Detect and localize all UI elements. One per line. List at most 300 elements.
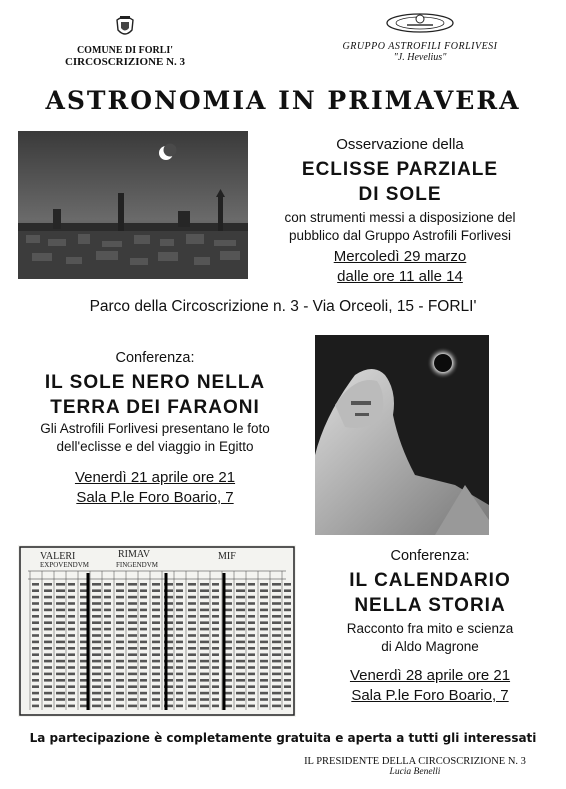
calendar-cell-mark: [116, 705, 124, 708]
calendar-cell-mark: [56, 596, 65, 599]
calendar-cell-mark: [140, 583, 147, 586]
event1-heading-line1: ECLISSE PARZIALE: [301, 159, 499, 180]
calendar-cell-mark: [284, 628, 291, 631]
calendar-cell-mark: [248, 653, 255, 656]
calendar-cell-mark: [176, 685, 183, 688]
calendar-cell-mark: [236, 596, 245, 599]
calendar-cell-mark: [152, 583, 160, 586]
calendar-cell-mark: [260, 692, 268, 695]
participation-note: La partecipazione è completamente gratuita e aperta a tutti gli interessati: [29, 731, 537, 745]
calendar-cell-mark: [236, 698, 245, 701]
calendar-cell-mark: [152, 609, 160, 612]
event2-desc-line1: Gli Astrofili Forlivesi presentano le foto: [40, 421, 270, 436]
calendar-cell-mark: [68, 673, 75, 676]
calendar-cell-mark: [56, 602, 65, 605]
calendar-cell-mark: [236, 615, 245, 618]
calendar-cell-mark: [128, 602, 137, 605]
calendar-cell-mark: [212, 685, 219, 688]
event2-place: Sala P.le Foro Boario, 7: [76, 489, 234, 506]
calendar-cell-mark: [152, 679, 160, 682]
calendar-cell-mark: [188, 602, 196, 605]
calendar-cell-mark: [284, 634, 291, 637]
calendar-cell-mark: [32, 609, 39, 612]
calendar-cell-mark: [116, 660, 124, 663]
calendar-cell-mark: [236, 634, 245, 637]
calendar-cell-mark: [284, 583, 291, 586]
calendar-cell-mark: [212, 628, 219, 631]
calendar-cell-mark: [248, 692, 255, 695]
calendar-cell-mark: [44, 705, 52, 708]
calendar-cell-mark: [32, 615, 39, 618]
calendar-cell-mark: [56, 685, 65, 688]
calendar-cell-mark: [188, 589, 196, 592]
calendar-cell-mark: [152, 705, 160, 708]
calendar-cell-mark: [248, 679, 255, 682]
calendar-cell-mark: [188, 628, 196, 631]
calendar-cell-mark: [260, 698, 268, 701]
calendar-cell-mark: [32, 634, 39, 637]
calendar-cell-mark: [68, 698, 75, 701]
calendar-cell-mark: [188, 692, 196, 695]
calendar-cell-mark: [104, 679, 111, 682]
calendar-cell-mark: [128, 583, 137, 586]
calendar-cell-mark: [92, 609, 101, 612]
calendar-cell-mark: [176, 583, 183, 586]
calendar-cell-mark: [212, 673, 219, 676]
calendar-cell-mark: [272, 615, 281, 618]
calendar-cell-mark: [140, 653, 147, 656]
calendar-cell-mark: [260, 647, 268, 650]
calendar-cell-mark: [104, 634, 111, 637]
calendar-cell-mark: [212, 660, 219, 663]
calendar-cell-mark: [68, 583, 75, 586]
calendar-cell-mark: [260, 641, 268, 644]
calendar-cell-mark: [272, 679, 281, 682]
calendar-cell-mark: [212, 705, 219, 708]
calendar-cell-mark: [56, 698, 65, 701]
calendar-cell-mark: [188, 634, 196, 637]
calendar-cell-mark: [44, 615, 52, 618]
calendar-cell-mark: [176, 647, 183, 650]
calendar-cell-mark: [32, 692, 39, 695]
calendar-cell-mark: [44, 621, 52, 624]
calendar-cell-mark: [284, 660, 291, 663]
calendar-cell-mark: [128, 596, 137, 599]
calendar-cell-mark: [200, 647, 209, 650]
calendar-cell-mark: [68, 647, 75, 650]
calendar-cell-mark: [260, 609, 268, 612]
calendar-cell-mark: [176, 589, 183, 592]
event2-date: Venerdì 21 aprile ore 21: [74, 469, 236, 486]
calendar-cell-mark: [32, 660, 39, 663]
calendar-cell-mark: [176, 660, 183, 663]
calendar-cell-mark: [188, 698, 196, 701]
calendar-cell-mark: [104, 653, 111, 656]
calendar-cell-mark: [248, 583, 255, 586]
calendar-cell-mark: [236, 653, 245, 656]
calendar-cell-mark: [140, 647, 147, 650]
calendar-mark: MIF: [218, 551, 236, 562]
calendar-cell-mark: [32, 679, 39, 682]
calendar-cell-mark: [200, 628, 209, 631]
calendar-cell-mark: [248, 685, 255, 688]
calendar-cell-mark: [32, 621, 39, 624]
calendar-cell-mark: [200, 698, 209, 701]
calendar-cell-mark: [272, 666, 281, 669]
calendar-cell-mark: [116, 628, 124, 631]
astrofili-group-name: GRUPPO ASTROFILI FORLIVESI: [342, 41, 498, 52]
calendar-cell-mark: [92, 634, 101, 637]
calendar-cell-mark: [272, 602, 281, 605]
calendar-cell-mark: [32, 641, 39, 644]
calendar-cell-mark: [272, 653, 281, 656]
calendar-cell-mark: [116, 641, 124, 644]
calendar-cell-mark: [212, 621, 219, 624]
calendar-cell-mark: [272, 692, 281, 695]
calendar-cell-mark: [116, 692, 124, 695]
calendar-cell-mark: [104, 621, 111, 624]
calendar-cell-mark: [44, 589, 52, 592]
event1-date: Mercoledì 29 marzo: [333, 248, 467, 265]
calendar-cell-mark: [284, 673, 291, 676]
calendar-cell-mark: [152, 602, 160, 605]
calendar-cell-mark: [116, 679, 124, 682]
event2-desc-line2: dell'eclisse e del viaggio in Egitto: [56, 439, 254, 454]
calendar-cell-mark: [92, 589, 101, 592]
calendar-cell-mark: [32, 673, 39, 676]
event1-desc-line1: con strumenti messi a disposizione del: [284, 210, 516, 225]
calendar-cell-mark: [200, 692, 209, 695]
town-crest-icon: [114, 14, 136, 38]
calendar-cell-mark: [188, 679, 196, 682]
signature-name: Lucia Benelli: [389, 767, 441, 777]
calendar-cell-mark: [56, 628, 65, 631]
calendar-cell-mark: [56, 666, 65, 669]
calendar-cell-mark: [56, 615, 65, 618]
calendar-cell-mark: [188, 653, 196, 656]
calendar-cell-mark: [152, 589, 160, 592]
calendar-cell-mark: [200, 641, 209, 644]
calendar-cell-mark: [44, 641, 52, 644]
calendar-cell-mark: [236, 660, 245, 663]
calendar-cell-mark: [140, 660, 147, 663]
calendar-cell-mark: [236, 679, 245, 682]
calendar-cell-mark: [128, 673, 137, 676]
calendar-cell-mark: [44, 660, 52, 663]
calendar-cell-mark: [212, 589, 219, 592]
calendar-cell-mark: [272, 589, 281, 592]
event3-desc-line1: Racconto fra mito e scienza: [346, 621, 514, 636]
calendar-cell-mark: [236, 628, 245, 631]
calendar-cell-mark: [260, 583, 268, 586]
calendar-cell-mark: [248, 628, 255, 631]
calendar-cell-mark: [200, 666, 209, 669]
calendar-cell-mark: [92, 692, 101, 695]
signature-block: [270, 756, 560, 777]
calendar-cell-mark: [104, 647, 111, 650]
calendar-cell-mark: [56, 660, 65, 663]
calendar-cell-mark: [104, 602, 111, 605]
calendar-cell-mark: [128, 647, 137, 650]
comune-name: COMUNE DI FORLI': [76, 45, 174, 56]
calendar-cell-mark: [92, 666, 101, 669]
calendar-cell-mark: [92, 705, 101, 708]
calendar-cell-mark: [104, 596, 111, 599]
calendar-cell-mark: [176, 615, 183, 618]
calendar-cell-mark: [272, 628, 281, 631]
calendar-cell-mark: [260, 596, 268, 599]
calendar-cell-mark: [32, 647, 39, 650]
calendar-cell-mark: [272, 647, 281, 650]
calendar-cell-mark: [284, 596, 291, 599]
calendar-cell-mark: [260, 653, 268, 656]
calendar-cell-mark: [284, 666, 291, 669]
calendar-cell-mark: [284, 679, 291, 682]
calendar-cell-mark: [248, 673, 255, 676]
calendar-cell-mark: [32, 653, 39, 656]
calendar-cell-mark: [212, 615, 219, 618]
calendar-cell-mark: [176, 641, 183, 644]
calendar-cell-mark: [200, 596, 209, 599]
calendar-cell-mark: [272, 596, 281, 599]
calendar-cell-mark: [260, 666, 268, 669]
calendar-cell-mark: [188, 641, 196, 644]
page-title: ASTRONOMIA IN PRIMAVERA: [45, 86, 521, 115]
calendar-cell-mark: [200, 621, 209, 624]
calendar-cell-mark: [284, 641, 291, 644]
ancient-calendar-table-image: [18, 545, 296, 717]
calendar-cell-mark: [284, 615, 291, 618]
calendar-cell-mark: [116, 602, 124, 605]
event2-intro: Conferenza:: [115, 350, 195, 366]
calendar-cell-mark: [212, 634, 219, 637]
calendar-cell-mark: [248, 609, 255, 612]
calendar-cell-mark: [140, 596, 147, 599]
calendar-cell-mark: [248, 660, 255, 663]
calendar-cell-mark: [44, 692, 52, 695]
calendar-cell-mark: [68, 602, 75, 605]
calendar-cell-mark: [128, 705, 137, 708]
calendar-cell-mark: [140, 685, 147, 688]
calendar-cell-mark: [104, 705, 111, 708]
calendar-cell-mark: [140, 666, 147, 669]
calendar-cell-mark: [260, 673, 268, 676]
calendar-cell-mark: [92, 660, 101, 663]
calendar-cell-mark: [152, 653, 160, 656]
calendar-cell-mark: [272, 698, 281, 701]
calendar-cell-mark: [68, 666, 75, 669]
calendar-cell-mark: [56, 634, 65, 637]
calendar-cell-mark: [176, 621, 183, 624]
calendar-cell-mark: [44, 609, 52, 612]
calendar-cell-mark: [260, 615, 268, 618]
calendar-cell-mark: [176, 653, 183, 656]
calendar-cell-mark: [212, 596, 219, 599]
calendar-cell-mark: [128, 698, 137, 701]
calendar-cell-mark: [260, 634, 268, 637]
astrofili-group-subtitle: "J. Hevelius": [393, 52, 447, 63]
event1-intro: Osservazione della: [336, 136, 464, 153]
calendar-cell-mark: [272, 673, 281, 676]
calendar-cell-mark: [32, 685, 39, 688]
calendar-cell-mark: [200, 653, 209, 656]
calendar-cell-mark: [152, 621, 160, 624]
calendar-cell-mark: [152, 628, 160, 631]
calendar-cell-mark: [44, 596, 52, 599]
calendar-cell-mark: [284, 647, 291, 650]
calendar-cell-mark: [284, 692, 291, 695]
calendar-cell-mark: [272, 621, 281, 624]
calendar-cell-mark: [248, 602, 255, 605]
calendar-cell-mark: [152, 596, 160, 599]
calendar-cell-mark: [68, 628, 75, 631]
calendar-mark: RIMAV: [118, 549, 151, 560]
calendar-cell-mark: [104, 615, 111, 618]
calendar-cell-mark: [104, 685, 111, 688]
calendar-cell-mark: [92, 621, 101, 624]
calendar-cell-mark: [92, 615, 101, 618]
calendar-cell-mark: [236, 621, 245, 624]
calendar-cell-mark: [188, 705, 196, 708]
calendar-cell-mark: [212, 698, 219, 701]
calendar-cell-mark: [188, 615, 196, 618]
sphinx-total-eclipse-photo: [315, 335, 489, 535]
calendar-cell-mark: [284, 685, 291, 688]
sole-nero-event: [10, 350, 300, 508]
calendar-cell-mark: [128, 641, 137, 644]
calendar-cell-mark: [272, 660, 281, 663]
calendar-cell-mark: [68, 641, 75, 644]
calendar-cell-mark: [140, 705, 147, 708]
calendar-cell-mark: [92, 698, 101, 701]
calendar-cell-mark: [104, 609, 111, 612]
calendar-cell-mark: [104, 589, 111, 592]
event1-desc-line2: pubblico dal Gruppo Astrofili Forlivesi: [288, 228, 512, 243]
calendar-cell-mark: [200, 660, 209, 663]
calendar-cell-mark: [212, 583, 219, 586]
calendar-cell-mark: [236, 692, 245, 695]
calendar-cell-mark: [92, 602, 101, 605]
calendar-cell-mark: [260, 679, 268, 682]
calendar-cell-mark: [92, 628, 101, 631]
calendar-cell-mark: [236, 685, 245, 688]
calendar-cell-mark: [152, 615, 160, 618]
calendar-cell-mark: [44, 628, 52, 631]
calendar-cell-mark: [44, 685, 52, 688]
calendar-cell-mark: [248, 621, 255, 624]
calendar-cell-mark: [56, 621, 65, 624]
calendar-cell-mark: [152, 692, 160, 695]
calendar-cell-mark: [128, 621, 137, 624]
calendar-cell-mark: [260, 628, 268, 631]
calendar-cell-mark: [128, 692, 137, 695]
calendar-cell-mark: [236, 666, 245, 669]
circoscrizione-name: CIRCOSCRIZIONE N. 3: [64, 56, 186, 68]
calendar-cell-mark: [248, 666, 255, 669]
calendar-cell-mark: [92, 685, 101, 688]
calendar-cell-mark: [104, 583, 111, 586]
calendar-cell-mark: [140, 673, 147, 676]
calendar-cell-mark: [236, 602, 245, 605]
calendar-cell-mark: [140, 602, 147, 605]
calendar-cell-mark: [140, 634, 147, 637]
calendar-cell-mark: [200, 602, 209, 605]
calendar-cell-mark: [140, 609, 147, 612]
calendar-mark: FINGENDVM: [116, 561, 158, 569]
calendar-cell-mark: [140, 621, 147, 624]
signature-title: IL PRESIDENTE DELLA CIRCOSCRIZIONE N. 3: [304, 756, 526, 767]
calendar-cell-mark: [56, 673, 65, 676]
calendar-cell-mark: [32, 698, 39, 701]
calendar-cell-mark: [116, 615, 124, 618]
calendar-cell-mark: [44, 602, 52, 605]
calendario-event: [305, 548, 555, 706]
calendar-cell-mark: [104, 673, 111, 676]
calendar-cell-mark: [44, 673, 52, 676]
calendar-cell-mark: [44, 698, 52, 701]
calendar-cell-mark: [128, 679, 137, 682]
calendar-cell-mark: [56, 692, 65, 695]
calendar-cell-mark: [104, 692, 111, 695]
calendar-cell-mark: [176, 602, 183, 605]
event1-venue: Parco della Circoscrizione n. 3 - Via Orceoli, 15 - FORLI': [89, 298, 477, 315]
calendar-cell-mark: [56, 705, 65, 708]
calendar-cell-mark: [128, 615, 137, 618]
calendar-cell-mark: [104, 641, 111, 644]
calendar-cell-mark: [236, 673, 245, 676]
calendar-cell-mark: [68, 685, 75, 688]
calendar-cell-mark: [56, 679, 65, 682]
calendar-cell-mark: [68, 679, 75, 682]
calendar-cell-mark: [200, 583, 209, 586]
calendar-cell-mark: [272, 641, 281, 644]
calendar-cell-mark: [44, 583, 52, 586]
event2-heading-line2: TERRA DEI FARAONI: [50, 397, 260, 418]
calendar-cell-mark: [260, 621, 268, 624]
calendar-cell-mark: [92, 673, 101, 676]
calendar-cell-mark: [68, 621, 75, 624]
calendar-cell-mark: [236, 589, 245, 592]
calendar-cell-mark: [188, 609, 196, 612]
calendar-cell-mark: [32, 596, 39, 599]
calendar-cell-mark: [176, 705, 183, 708]
calendar-cell-mark: [284, 589, 291, 592]
astrofili-logo-icon: [385, 12, 455, 34]
calendar-cell-mark: [236, 641, 245, 644]
calendar-cell-mark: [260, 685, 268, 688]
calendar-cell-mark: [236, 609, 245, 612]
calendar-cell-mark: [200, 685, 209, 688]
calendar-cell-mark: [92, 596, 101, 599]
calendar-cell-mark: [272, 705, 281, 708]
calendar-cell-mark: [140, 692, 147, 695]
calendar-cell-mark: [200, 609, 209, 612]
calendar-cell-mark: [152, 673, 160, 676]
event3-desc-line2: di Aldo Magrone: [381, 639, 479, 654]
calendar-cell-mark: [284, 705, 291, 708]
calendar-cell-mark: [212, 641, 219, 644]
calendar-cell-mark: [248, 647, 255, 650]
calendar-cell-mark: [44, 666, 52, 669]
calendar-cell-mark: [32, 705, 39, 708]
calendar-cell-mark: [188, 660, 196, 663]
calendar-cell-mark: [248, 634, 255, 637]
calendar-cell-mark: [152, 647, 160, 650]
calendar-cell-mark: [188, 583, 196, 586]
calendar-cell-mark: [104, 698, 111, 701]
calendar-cell-mark: [176, 698, 183, 701]
calendar-cell-mark: [128, 653, 137, 656]
